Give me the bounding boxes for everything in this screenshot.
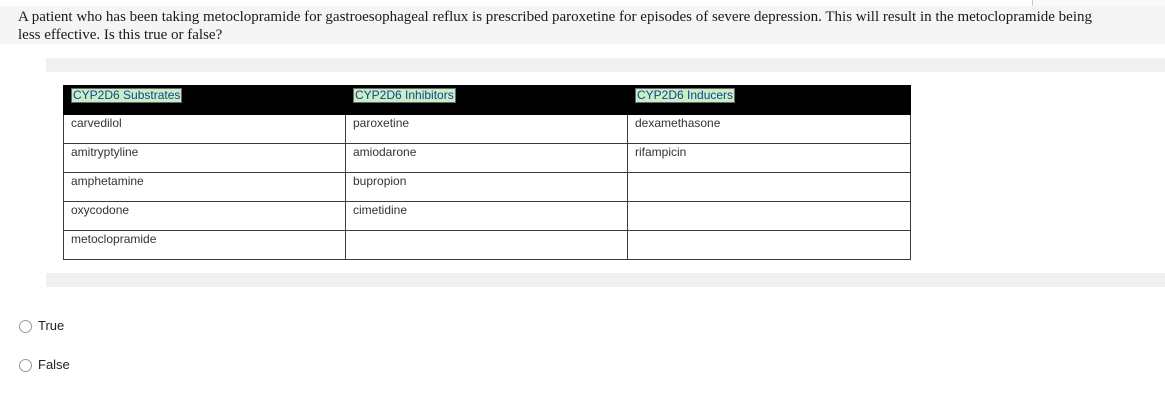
option-false[interactable] (19, 357, 70, 373)
radio-true[interactable] (19, 320, 32, 333)
table-cell: dexamethasone (628, 115, 911, 144)
header-inhibitors (346, 86, 628, 115)
cyp2d6-table (63, 85, 911, 260)
table-row (64, 173, 911, 202)
table-cell: carvedilol (64, 115, 346, 144)
option-true-label: True (38, 318, 65, 333)
option-true[interactable] (19, 318, 70, 334)
table-row (64, 202, 911, 231)
table-cell (628, 231, 911, 260)
table-cell: metoclopramide (64, 231, 346, 260)
answer-options (19, 318, 70, 396)
table-header-row (64, 86, 911, 115)
header-substrates-label: CYP2D6 Substrates (73, 88, 181, 102)
question-block (0, 6, 1165, 44)
table-row (64, 144, 911, 173)
header-inducers (628, 86, 911, 115)
table-cell: oxycodone (64, 202, 346, 231)
table-cell: bupropion (346, 173, 628, 202)
table-cell: amiodarone (346, 144, 628, 173)
question-text: A patient who has been taking metoclopramide for gastroesophageal reflux is prescribed paroxetine for episodes of severe depression. This will result in the metoclopramide being less effective. Is this true or false? (18, 9, 1092, 43)
header-inducers-label: CYP2D6 Inducers (637, 88, 734, 102)
table-cell: rifampicin (628, 144, 911, 173)
table-cell: amitryptyline (64, 144, 346, 173)
table-top-spacer (46, 58, 1165, 72)
table-bottom-spacer (46, 273, 1165, 287)
header-inhibitors-label: CYP2D6 Inhibitors (355, 88, 454, 102)
radio-false[interactable] (19, 359, 32, 372)
header-substrates (64, 86, 346, 115)
table-cell (346, 231, 628, 260)
option-false-label: False (38, 357, 70, 372)
table-cell (628, 202, 911, 231)
table-row (64, 231, 911, 260)
table-cell: paroxetine (346, 115, 628, 144)
table-cell (628, 173, 911, 202)
table-cell: amphetamine (64, 173, 346, 202)
table-row (64, 115, 911, 144)
table-cell: cimetidine (346, 202, 628, 231)
